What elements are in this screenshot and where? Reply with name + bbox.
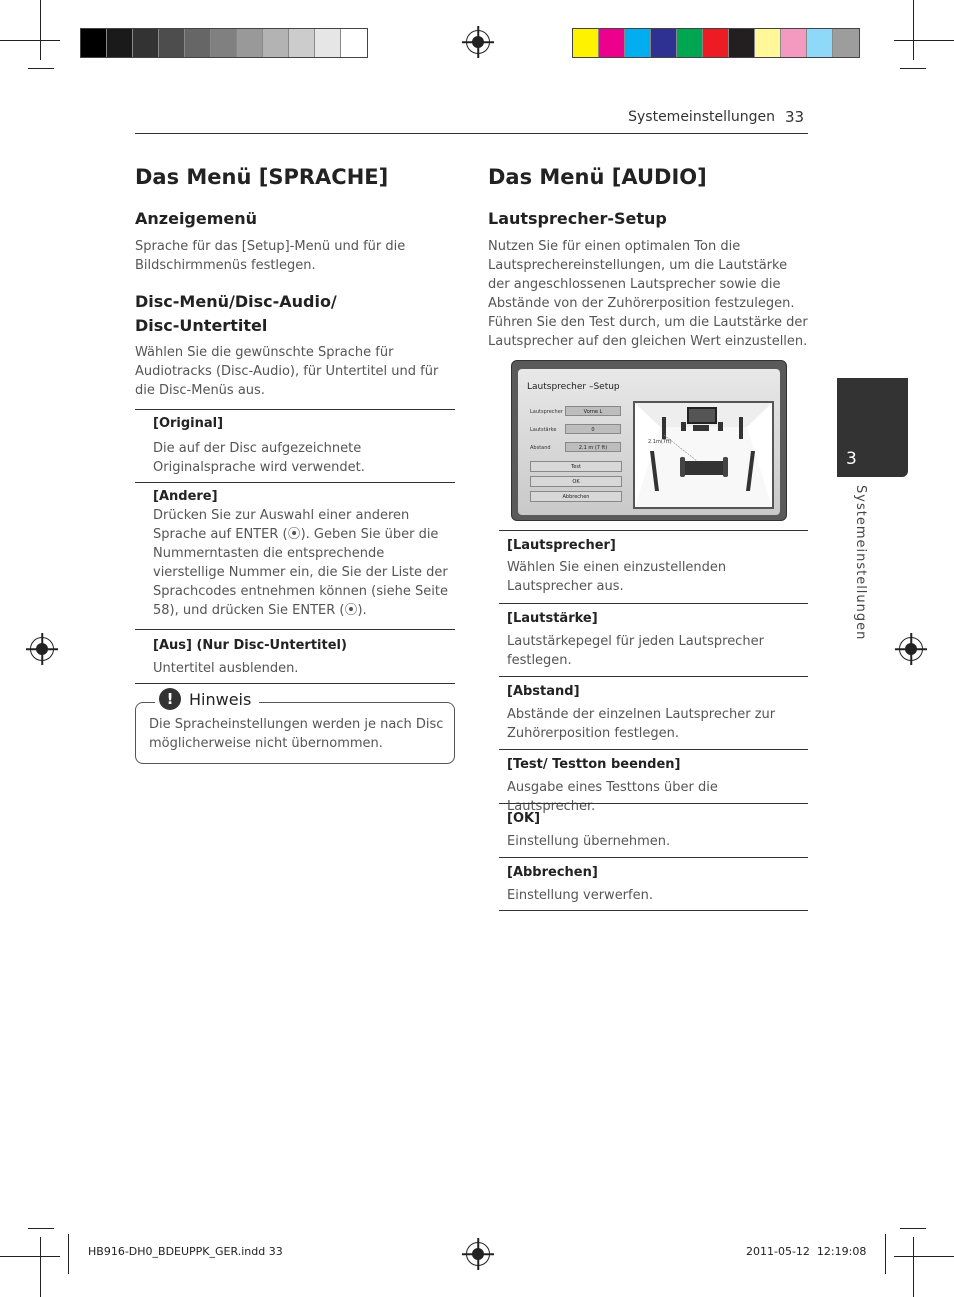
option-test [499,749,808,814]
calibration-swatch [237,29,263,57]
calibration-swatch [341,29,367,57]
option-text: Abstände der einzelnen Lautsprecher zur Zuhörerposition festlegen. [507,707,776,741]
screenshot-button: OK [530,476,622,487]
disc-menu-body: Wählen Sie die gewünschte Sprache für Audiotracks (Disc-Audio), für Untertitel und für die Disc-Menüs aus. [135,345,439,398]
calibration-swatch [107,29,133,57]
crop-mark [68,1234,69,1274]
option-text: Einstellung übernehmen. [507,834,671,849]
screenshot-row-value: 2.1 m (7 ft) [565,442,621,452]
screenshot-row-value: 0 [565,424,621,434]
footer-file-info: HB916-DH0_BDEUPPK_GER.indd 33 [88,1245,283,1258]
header-rule [135,133,808,134]
color-calibration-bar [572,28,860,58]
option-lautstaerke [499,603,808,676]
calibration-swatch [807,29,833,57]
lautsprecher-setup-body: Nutzen Sie für einen optimalen Ton die Lautsprechereinstellungen, um die Lautstärke der angeschlossenen Lautsprecher sowie die Abstände von der Zuhörerposition festzulegen. Führen Sie den Test durch, um die Lautstärke der Lautsprecher auf den gleichen Wert einzustellen. [488,239,808,349]
calibration-swatch [833,29,859,57]
calibration-swatch [211,29,237,57]
calibration-swatch [315,29,341,57]
lautsprecher-setup-heading: Lautsprecher-Setup [488,209,667,228]
chapter-number: 3 [846,449,857,469]
option-text: Untertitel ausblenden. [153,661,299,676]
note-text: Die Spracheinstellungen werden je nach Disc möglicherweise nicht übernommen. [149,717,444,751]
option-aus [135,629,455,684]
anzeigemenu-heading: Anzeigemenü [135,209,258,228]
crop-mark [0,40,60,41]
disc-menu-heading-line2: Disc-Untertitel [135,316,268,335]
left-section-title: Das Menü [SPRACHE] [135,165,389,189]
calibration-swatch [185,29,211,57]
calibration-swatch [81,29,107,57]
screenshot-button: Abbrechen [530,491,622,502]
page-number: 33 [785,108,805,126]
option-text: Lautstärkepegel für jeden Lautsprecher festlegen. [507,634,764,668]
option-text: Ausgabe eines Testtons über die Lautsprecher. [507,780,718,814]
option-text: Die auf der Disc aufgezeichnete Originalsprache wird verwendet. [153,441,365,475]
screenshot-panel [518,369,780,515]
registration-mark-icon [466,1242,490,1266]
option-text: Einstellung verwerfen. [507,888,653,903]
disc-menu-heading-line1: Disc-Menü/Disc-Audio/ [135,292,337,311]
calibration-swatch [677,29,703,57]
crop-mark [0,1256,60,1257]
option-andere [135,482,455,629]
calibration-swatch [755,29,781,57]
calibration-swatch [781,29,807,57]
speaker-setup-screenshot [511,360,787,521]
speaker-layout-illustration [635,403,772,507]
screenshot-title: Lautsprecher –Setup [527,382,620,392]
note-title: Hinweis [189,689,252,709]
crop-mark [885,1234,886,1274]
screenshot-row-label: Abstand [530,445,551,451]
crop-mark [40,0,41,60]
option-label: [Test/ Testton beenden] [507,757,681,772]
anzeigemenu-body: Sprache für das [Setup]-Menü und für die Bildschirmmenüs festlegen. [135,239,406,273]
screenshot-row-value: Vorne L [565,406,621,416]
chapter-label: Systemeinstellungen [853,485,868,641]
option-label: [Lautsprecher] [507,538,616,553]
option-label: [Original] [153,416,224,431]
option-text: Drücken Sie zur Auswahl einer anderen Sprache auf ENTER (⦿). Geben Sie über die Nummerntasten die entsprechende vierstellige Nummer ein, die Sie der Liste der Sprachcodes entnehmen können (siehe Seite 58), und drücken Sie ENTER (⦿). [153,508,448,618]
calibration-swatch [263,29,289,57]
crop-mark [28,68,54,69]
crop-mark [894,1256,954,1257]
option-text: Wählen Sie einen einzustellenden Lautsprecher aus. [507,560,727,594]
option-label: [OK] [507,811,541,826]
crop-mark [900,68,926,69]
option-abstand [499,676,808,749]
option-original [135,409,455,482]
registration-mark-icon [899,637,923,661]
registration-mark-icon [30,637,54,661]
crop-mark [900,1228,926,1229]
calibration-swatch [133,29,159,57]
crop-mark [913,1237,914,1297]
screenshot-button: Test [530,461,622,472]
crop-mark [913,0,914,60]
crop-mark [28,1228,54,1229]
option-lautsprecher [499,530,808,603]
calibration-swatch [729,29,755,57]
distance-label: 2.1m(7ft) [648,439,672,445]
note-box [135,702,455,764]
crop-mark [894,40,954,41]
option-abbrechen [499,857,808,911]
note-heading [155,688,259,710]
footer-timestamp: 2011-05-12 ￼ 12:19:08 [746,1245,867,1258]
option-label: [Abstand] [507,684,580,699]
running-header-title: Systemeinstellungen [628,109,775,125]
registration-mark-icon [466,30,490,54]
room-illustration [633,401,774,509]
calibration-swatch [599,29,625,57]
calibration-swatch [159,29,185,57]
gray-calibration-bar [80,28,368,58]
calibration-swatch [573,29,599,57]
option-label: [Lautstärke] [507,611,598,626]
exclamation-icon: ! [159,688,181,710]
option-label: [Abbrechen] [507,865,598,880]
calibration-swatch [289,29,315,57]
calibration-swatch [703,29,729,57]
calibration-swatch [625,29,651,57]
right-section-title: Das Menü [AUDIO] [488,165,707,189]
option-label: [Aus] (Nur Disc-Untertitel) [153,638,347,653]
option-label: [Andere] [153,489,218,504]
screenshot-row-label: Lautsprecher [530,409,563,415]
screenshot-row-label: Lautstärke [530,427,557,433]
crop-mark [40,1237,41,1297]
option-ok [499,803,808,857]
calibration-swatch [651,29,677,57]
